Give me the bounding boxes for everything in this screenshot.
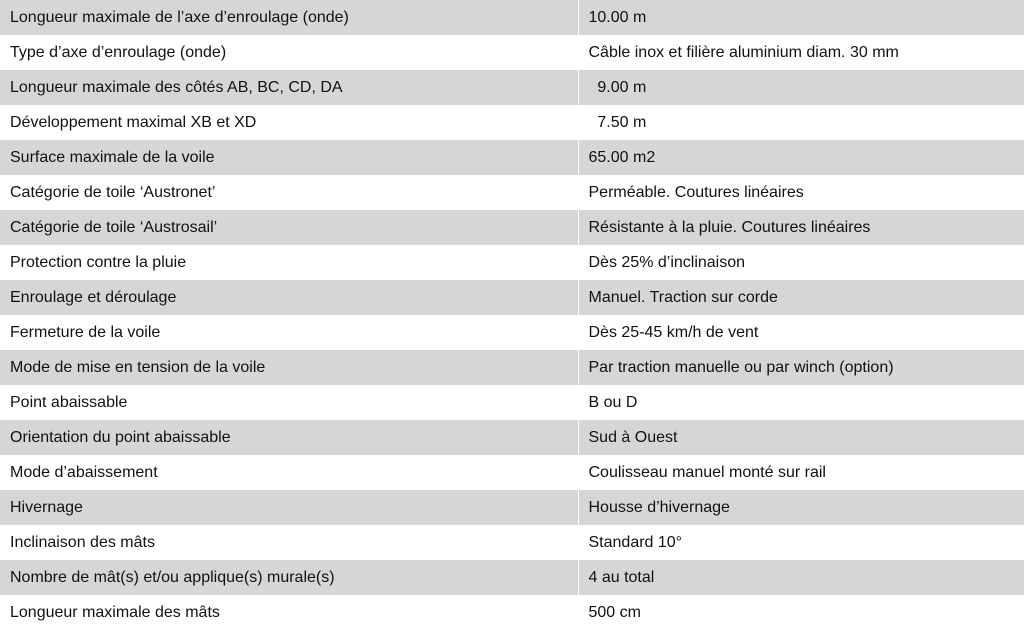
spec-value: Dès 25-45 km/h de vent (578, 315, 1024, 350)
spec-value: Dès 25% d’inclinaison (578, 245, 1024, 280)
spec-value: 500 cm (578, 595, 1024, 630)
spec-value: Par traction manuelle ou par winch (option) (578, 350, 1024, 385)
spec-value: Manuel. Traction sur corde (578, 280, 1024, 315)
table-row (0, 455, 1024, 490)
table-row (0, 490, 1024, 525)
spec-label: Longueur maximale des mâts (0, 595, 578, 630)
table-row (0, 560, 1024, 595)
spec-label: Protection contre la pluie (0, 245, 578, 280)
spec-value: 4 au total (578, 560, 1024, 595)
spec-value: 10.00 m (578, 0, 1024, 35)
spec-label: Fermeture de la voile (0, 315, 578, 350)
table-row (0, 0, 1024, 35)
spec-label: Développement maximal XB et XD (0, 105, 578, 140)
spec-label: Orientation du point abaissable (0, 420, 578, 455)
spec-label: Longueur maximale de l’axe d’enroulage (onde) (0, 0, 578, 35)
spec-value: B ou D (578, 385, 1024, 420)
spec-value: Coulisseau manuel monté sur rail (578, 455, 1024, 490)
spec-label: Catégorie de toile ‘Austrosail’ (0, 210, 578, 245)
table-row (0, 70, 1024, 105)
spec-value: Housse d’hivernage (578, 490, 1024, 525)
table-row (0, 420, 1024, 455)
spec-label: Inclinaison des mâts (0, 525, 578, 560)
spec-label: Nombre de mât(s) et/ou applique(s) murale(s) (0, 560, 578, 595)
spec-label: Enroulage et déroulage (0, 280, 578, 315)
spec-label: Type d’axe d’enroulage (onde) (0, 35, 578, 70)
table-row (0, 210, 1024, 245)
table-row (0, 315, 1024, 350)
spec-label: Mode de mise en tension de la voile (0, 350, 578, 385)
spec-label: Hivernage (0, 490, 578, 525)
table-row (0, 35, 1024, 70)
spec-value: 65.00 m2 (578, 140, 1024, 175)
table-row (0, 525, 1024, 560)
table-row (0, 175, 1024, 210)
spec-value: Câble inox et filière aluminium diam. 30 mm (578, 35, 1024, 70)
spec-label: Point abaissable (0, 385, 578, 420)
spec-label: Surface maximale de la voile (0, 140, 578, 175)
spec-value: 9.00 m (578, 70, 1024, 105)
table-row (0, 245, 1024, 280)
table-row (0, 280, 1024, 315)
spec-value: Résistante à la pluie. Coutures linéaires (578, 210, 1024, 245)
spec-value: Perméable. Coutures linéaires (578, 175, 1024, 210)
spec-value: Sud à Ouest (578, 420, 1024, 455)
spec-value: Standard 10° (578, 525, 1024, 560)
spec-label: Catégorie de toile ‘Austronet’ (0, 175, 578, 210)
table-row (0, 595, 1024, 630)
table-row (0, 385, 1024, 420)
spec-value: 7.50 m (578, 105, 1024, 140)
table-row (0, 140, 1024, 175)
spec-label: Mode d’abaissement (0, 455, 578, 490)
spec-label: Longueur maximale des côtés AB, BC, CD, DA (0, 70, 578, 105)
table-row (0, 350, 1024, 385)
table-row (0, 105, 1024, 140)
